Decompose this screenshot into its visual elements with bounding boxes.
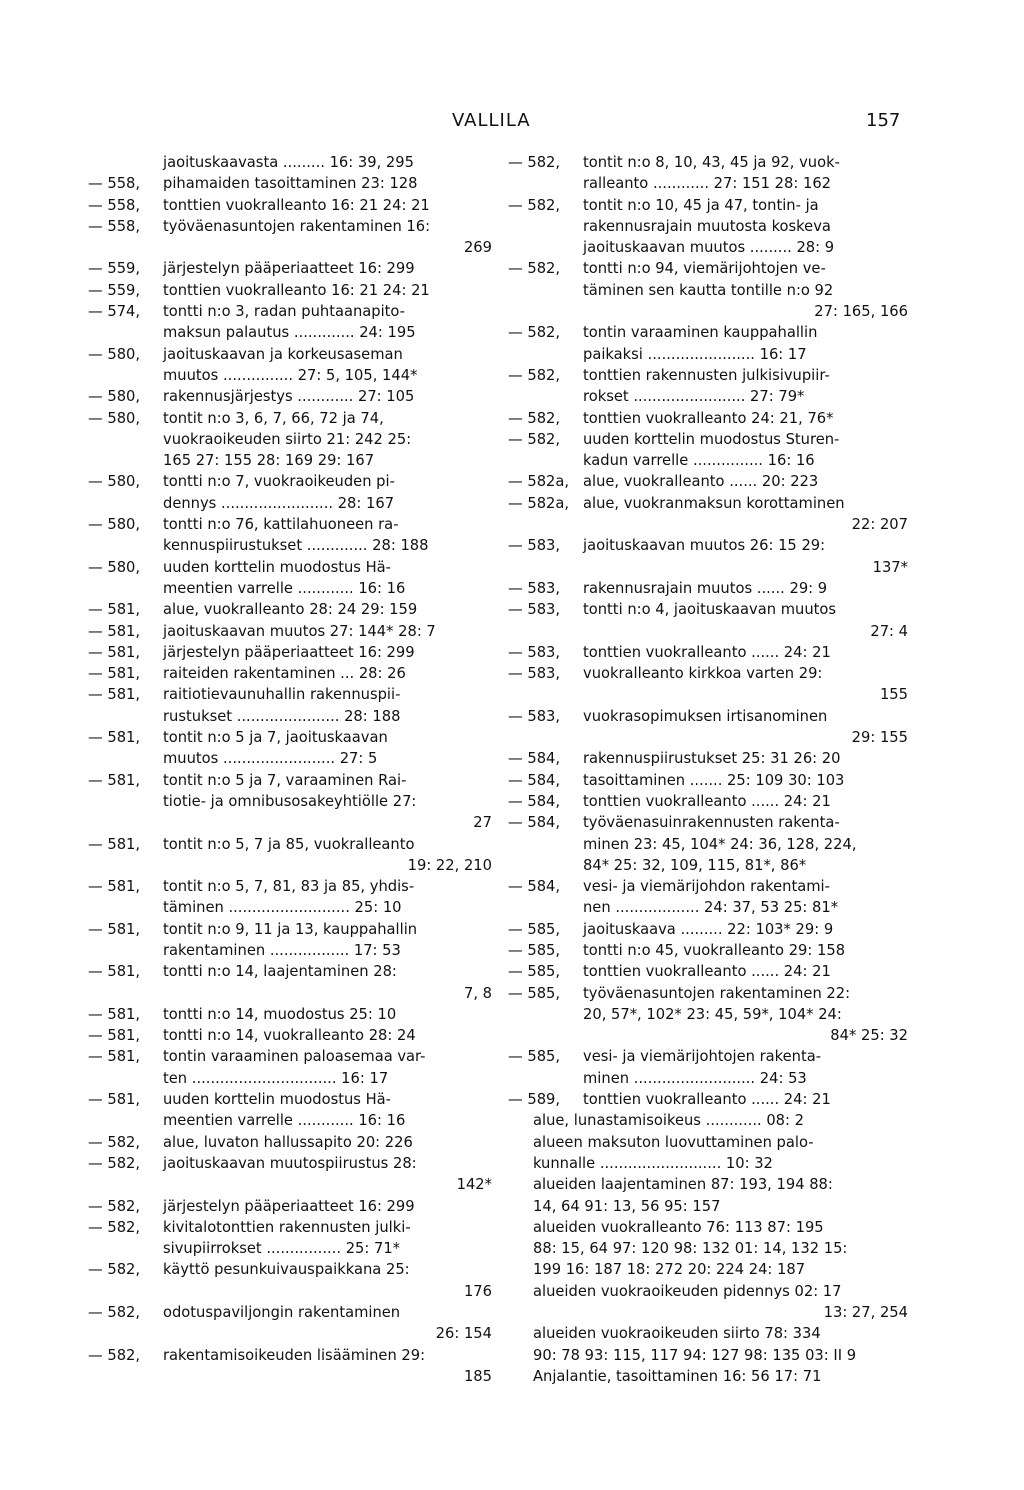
entry-line: 27 <box>473 814 492 832</box>
entry-block-number: — 581, <box>88 643 141 661</box>
entry-line: tontin varaaminen paloasemaa var- <box>163 1048 426 1066</box>
entry-line: tontit n:o 8, 10, 43, 45 ja 92, vuok- <box>583 154 840 171</box>
entry-line: 84* 25: 32 <box>830 1027 908 1045</box>
entry-line: tontit n:o 10, 45 ja 47, tontin- ja <box>583 196 819 214</box>
entry-line: alueiden vuokraoikeuden siirto 78: 334 <box>533 1325 821 1343</box>
entry-line: odotuspaviljongin rakentaminen <box>163 1304 401 1322</box>
entry-line: työväenasuntojen rakentaminen 22: <box>583 984 851 1002</box>
entry-line: rokset ........................ 27: 79* <box>583 388 805 406</box>
entry-line: jaoituskaavan muutos 26: 15 29: <box>583 537 826 555</box>
entry-line: tonttien vuokralleanto 16: 21 24: 21 <box>163 281 430 299</box>
entry-line: meentien varrelle ............ 16: 16 <box>163 579 406 597</box>
index-entry <box>88 919 492 962</box>
entry-line: alue, lunastamisoikeus ............ 08: 2 <box>533 1112 804 1130</box>
entry-line: vesi- ja viemärijohdon rakentami- <box>583 878 830 896</box>
entry-block-number: — 581, <box>88 1027 141 1045</box>
entry-block-number: — 580, <box>88 388 141 406</box>
page-header <box>0 110 1024 140</box>
index-entry <box>88 344 492 387</box>
entry-line: tontti n:o 14, muodostus 25: 10 <box>163 1005 397 1023</box>
entry-line: maksun palautus ............. 24: 195 <box>163 324 416 342</box>
entry-block-number: — 589, <box>508 1091 561 1109</box>
entry-block-number: — 574, <box>88 303 141 321</box>
entry-block-number: — 585, <box>508 941 561 959</box>
index-entry <box>508 599 908 642</box>
entry-line: jaoituskaava ......... 22: 103* 29: 9 <box>583 920 834 938</box>
entry-block-number: — 584, <box>508 771 561 789</box>
index-entry <box>508 1366 908 1387</box>
index-entry <box>508 961 908 982</box>
index-entry <box>88 1046 492 1089</box>
entry-block-number: — 580, <box>88 345 141 363</box>
entry-block-number: — 585, <box>508 920 561 938</box>
entry-block-number: — 581, <box>88 878 141 896</box>
index-entry <box>88 258 492 279</box>
index-entry <box>88 621 492 642</box>
entry-line: minen .......................... 24: 53 <box>583 1069 807 1087</box>
index-entry <box>508 812 908 876</box>
entry-block-number: — 558, <box>88 175 141 193</box>
entry-line: alue, luvaton hallussapito 20: 226 <box>163 1133 413 1151</box>
entry-block-number: — 582, <box>508 366 561 384</box>
entry-block-number: — 582, <box>508 154 561 171</box>
entry-line: tonttien vuokralleanto ...... 24: 21 <box>583 1091 831 1109</box>
entry-block-number: — 582a, <box>508 494 570 512</box>
index-entry <box>88 1089 492 1132</box>
entry-line: alueiden laajentaminen 87: 193, 194 88: <box>533 1176 833 1194</box>
index-entry <box>88 599 492 620</box>
entry-block-number: — 583, <box>508 579 561 597</box>
entry-line: 185 <box>463 1367 492 1385</box>
entry-block-number: — 582, <box>88 1154 141 1172</box>
entry-line: paikaksi ....................... 16: 17 <box>583 345 807 363</box>
entry-block-number: — 581, <box>88 1091 141 1109</box>
index-entry <box>508 1174 908 1217</box>
index-entry <box>88 1302 492 1345</box>
index-entry <box>508 1046 908 1089</box>
entry-line: järjestelyn pääperiaatteet 16: 299 <box>163 1197 415 1215</box>
entry-line: 88: 15, 64 97: 120 98: 132 01: 14, 132 15: <box>533 1240 848 1258</box>
index-entry <box>88 1025 492 1046</box>
entry-line: järjestelyn pääperiaatteet 16: 299 <box>163 643 415 661</box>
entry-block-number: — 584, <box>508 792 561 810</box>
index-entry <box>508 195 908 259</box>
entry-line: kunnalle .......................... 10: 32 <box>533 1154 773 1172</box>
index-entry <box>88 642 492 663</box>
entry-line: alueiden vuokralleanto 76: 113 87: 195 <box>533 1218 824 1236</box>
index-entry <box>88 1004 492 1025</box>
right-index-column <box>508 152 908 1387</box>
entry-line: työväenasuntojen rakentaminen 16: <box>163 217 431 235</box>
entry-line: tiotie- ja omnibusosakeyhtiölle 27: <box>163 792 417 810</box>
left-index-column <box>88 152 492 1387</box>
entry-block-number: — 581, <box>88 665 141 683</box>
entry-line: tontti n:o 76, kattilahuoneen ra- <box>163 516 399 534</box>
entry-line: tontti n:o 7, vuokraoikeuden pi- <box>163 473 395 491</box>
entry-line: 20, 57*, 102* 23: 45, 59*, 104* 24: <box>583 1005 842 1023</box>
index-entry <box>508 1110 908 1131</box>
entry-line: tonttien vuokralleanto 16: 21 24: 21 <box>163 196 430 214</box>
entry-line: rakennusrajain muutosta koskeva <box>583 217 831 235</box>
index-entry <box>508 1132 908 1175</box>
index-entry <box>508 983 908 1047</box>
entry-block-number: — 581, <box>88 771 141 789</box>
entry-line: raitiotievaunuhallin rakennuspii- <box>163 686 401 704</box>
entry-block-number: — 581, <box>88 622 141 640</box>
index-entry <box>88 173 492 194</box>
entry-line: tontti n:o 14, laajentaminen 28: <box>163 963 397 981</box>
entry-line: rakennuspiirustukset 25: 31 26: 20 <box>583 750 841 768</box>
entry-line: tonttien rakennusten julkisivupiir- <box>583 366 830 384</box>
entry-line: tonttien vuokralleanto ...... 24: 21 <box>583 643 831 661</box>
entry-line: täminen sen kautta tontille n:o 92 <box>583 281 834 299</box>
entry-block-number: — 581, <box>88 686 141 704</box>
entry-line: muutos ............... 27: 5, 105, 144* <box>163 366 418 384</box>
index-entry <box>508 365 908 408</box>
entry-line: alue, vuokralleanto ...... 20: 223 <box>583 473 819 491</box>
entry-block-number: — 582, <box>88 1133 141 1151</box>
entry-line: 13: 27, 254 <box>823 1304 908 1322</box>
entry-line: alueen maksuton luovuttaminen palo- <box>533 1133 814 1151</box>
entry-line: 155 <box>879 686 908 704</box>
index-entry <box>508 1089 908 1110</box>
entry-line: ralleanto ............ 27: 151 28: 162 <box>583 175 832 193</box>
entry-block-number: — 582a, <box>508 473 570 491</box>
entry-line: järjestelyn pääperiaatteet 16: 299 <box>163 260 415 278</box>
entry-line: 7, 8 <box>463 984 492 1002</box>
index-entry <box>508 535 908 578</box>
index-entry <box>88 471 492 514</box>
index-entry <box>88 557 492 600</box>
entry-line: tasoittaminen ....... 25: 109 30: 103 <box>583 771 845 789</box>
entry-block-number: — 581, <box>88 1005 141 1023</box>
entry-line: jaoituskaavan muutospiirustus 28: <box>163 1154 417 1172</box>
index-entry <box>88 1217 492 1260</box>
index-entry <box>88 514 492 557</box>
entry-line: uuden korttelin muodostus Hä- <box>163 1091 391 1109</box>
entry-line: rustukset ...................... 28: 188 <box>163 707 401 725</box>
entry-block-number: — 582, <box>508 260 561 278</box>
entry-block-number: — 583, <box>508 707 561 725</box>
entry-line: 22: 207 <box>851 516 908 534</box>
index-entry <box>88 727 492 770</box>
entry-block-number: — 581, <box>88 835 141 853</box>
index-entry <box>508 791 908 812</box>
index-entry <box>88 770 492 834</box>
entry-line: tontti n:o 45, vuokralleanto 29: 158 <box>583 941 846 959</box>
entry-line: 29: 155 <box>851 729 908 747</box>
entry-line: uuden korttelin muodostus Hä- <box>163 558 391 576</box>
entry-line: tonttien vuokralleanto 24: 21, 76* <box>583 409 834 427</box>
index-entry <box>508 706 908 749</box>
entry-block-number: — 581, <box>88 1048 141 1066</box>
index-entry <box>88 216 492 259</box>
entry-block-number: — 585, <box>508 1048 561 1066</box>
index-entry <box>508 322 908 365</box>
index-entry <box>508 919 908 940</box>
entry-block-number: — 583, <box>508 601 561 619</box>
entry-line: jaoituskaavan muutos 27: 144* 28: 7 <box>163 622 436 640</box>
entry-line: 14, 64 91: 13, 56 95: 157 <box>533 1197 721 1215</box>
index-entry <box>508 748 908 769</box>
entry-line: tontti n:o 3, radan puhtaanapito- <box>163 303 405 321</box>
index-entry <box>508 876 908 919</box>
entry-line: 84* 25: 32, 109, 115, 81*, 86* <box>583 856 807 874</box>
index-entry <box>88 1196 492 1217</box>
index-entry <box>88 876 492 919</box>
entry-line: jaoituskaavan ja korkeusaseman <box>163 345 403 363</box>
entry-line: kivitalotonttien rakennusten julki- <box>163 1218 411 1236</box>
entry-block-number: — 583, <box>508 643 561 661</box>
entry-line: tontit n:o 5 ja 7, varaaminen Rai- <box>163 771 407 789</box>
entry-line: vuokraoikeuden siirto 21: 242 25: <box>163 430 412 448</box>
page-number: 157 <box>866 110 901 131</box>
entry-block-number: — 582, <box>508 196 561 214</box>
index-entry <box>508 1323 908 1366</box>
entry-block-number: — 582, <box>88 1197 141 1215</box>
entry-line: tontit n:o 5, 7, 81, 83 ja 85, yhdis- <box>163 878 415 896</box>
entry-line: minen 23: 45, 104* 24: 36, 128, 224, <box>583 835 857 853</box>
entry-block-number: — 582, <box>508 409 561 427</box>
entry-line: 142* <box>456 1176 492 1194</box>
entry-line: uuden korttelin muodostus Sturen- <box>583 430 840 448</box>
entry-line: 90: 78 93: 115, 117 94: 127 98: 135 03: II 9 <box>533 1346 857 1364</box>
entry-line: 165 27: 155 28: 169 29: 167 <box>163 452 375 470</box>
index-entry <box>88 301 492 344</box>
entry-line: 19: 22, 210 <box>407 856 492 874</box>
entry-line: käyttö pesunkuivauspaikkana 25: <box>163 1261 410 1279</box>
entry-line: Anjalantie, tasoittaminen 16: 56 17: 71 <box>533 1367 822 1385</box>
entry-block-number: — 584, <box>508 878 561 896</box>
entry-block-number: — 582, <box>88 1261 141 1279</box>
entry-line: alue, vuokralleanto 28: 24 29: 159 <box>163 601 418 619</box>
index-entry <box>508 1281 908 1324</box>
entry-line: pihamaiden tasoittaminen 23: 128 <box>163 175 418 193</box>
index-entry <box>88 1153 492 1196</box>
entry-line: tontti n:o 4, jaoituskaavan muutos <box>583 601 837 619</box>
entry-line: muutos ........................ 27: 5 <box>163 750 378 768</box>
entry-line: tontti n:o 94, viemärijohtojen ve- <box>583 260 826 278</box>
entry-block-number: — 558, <box>88 196 141 214</box>
index-entry <box>88 684 492 727</box>
index-entry <box>508 578 908 599</box>
index-entry <box>508 152 908 195</box>
entry-line: 27: 165, 166 <box>814 303 908 321</box>
entry-block-number: — 582, <box>88 1346 141 1364</box>
entry-line: rakennusrajain muutos ...... 29: 9 <box>583 579 828 597</box>
index-entry <box>88 1345 492 1388</box>
index-entry <box>508 663 908 706</box>
entry-line: 137* <box>872 558 908 576</box>
entry-block-number: — 582, <box>88 1304 141 1322</box>
entry-line: tontti n:o 14, vuokralleanto 28: 24 <box>163 1027 416 1045</box>
index-entry <box>88 408 492 472</box>
entry-line: ten ............................... 16: 17 <box>163 1069 389 1087</box>
index-entry <box>508 642 908 663</box>
index-entry <box>88 961 492 1004</box>
entry-line: tontit n:o 3, 6, 7, 66, 72 ja 74, <box>163 409 384 427</box>
entry-block-number: — 582, <box>508 430 561 448</box>
entry-line: rakentamisoikeuden lisääminen 29: <box>163 1346 426 1364</box>
index-entry <box>508 258 908 322</box>
entry-line: kadun varrelle ............... 16: 16 <box>583 452 815 470</box>
entry-line: 176 <box>463 1282 492 1300</box>
entry-line: rakentaminen ................. 17: 53 <box>163 941 401 959</box>
index-entry <box>508 1217 908 1281</box>
index-entry <box>88 195 492 216</box>
entry-line: vesi- ja viemärijohtojen rakenta- <box>583 1048 822 1066</box>
index-entry <box>508 471 908 492</box>
entry-block-number: — 585, <box>508 963 561 981</box>
entry-block-number: — 584, <box>508 750 561 768</box>
entry-block-number: — 580, <box>88 409 141 427</box>
entry-line: vuokrasopimuksen irtisanominen <box>583 707 828 725</box>
entry-block-number: — 582, <box>88 1218 141 1236</box>
entry-line: meentien varrelle ............ 16: 16 <box>163 1112 406 1130</box>
entry-block-number: — 585, <box>508 984 561 1002</box>
entry-line: sivupiirrokset ................ 25: 71* <box>163 1240 401 1258</box>
entry-line: dennys ........................ 28: 167 <box>163 494 395 512</box>
entry-line: 269 <box>463 239 492 257</box>
entry-block-number: — 581, <box>88 729 141 747</box>
index-entry <box>88 280 492 301</box>
entry-line: työväenasuinrakennusten rakenta- <box>583 814 840 832</box>
entry-block-number: — 558, <box>88 217 141 235</box>
index-entry <box>88 1259 492 1302</box>
entry-line: tontit n:o 9, 11 ja 13, kauppahallin <box>163 920 418 938</box>
entry-line: tontin varaaminen kauppahallin <box>583 324 818 342</box>
index-entry <box>88 386 492 407</box>
entry-block-number: — 581, <box>88 601 141 619</box>
entry-line: vuokralleanto kirkkoa varten 29: <box>583 665 823 683</box>
index-entry <box>88 663 492 684</box>
index-entry <box>508 940 908 961</box>
entry-line: 26: 154 <box>435 1325 492 1343</box>
entry-line: alue, vuokranmaksun korottaminen <box>583 494 845 512</box>
entry-line: tonttien vuokralleanto ...... 24: 21 <box>583 963 831 981</box>
index-entry <box>508 429 908 472</box>
entry-line: raiteiden rakentaminen ... 28: 26 <box>163 665 406 683</box>
entry-line: kennuspiirustukset ............. 28: 188 <box>163 537 429 555</box>
entry-line: jaoituskaavan muutos ......... 28: 9 <box>583 239 835 257</box>
entry-block-number: — 582, <box>508 324 561 342</box>
entry-block-number: — 581, <box>88 963 141 981</box>
entry-block-number: — 584, <box>508 814 561 832</box>
entry-line: jaoituskaavasta ......... 16: 39, 295 <box>163 154 414 171</box>
entry-line: 27: 4 <box>870 622 908 640</box>
index-entry <box>508 408 908 429</box>
entry-line: tonttien vuokralleanto ...... 24: 21 <box>583 792 831 810</box>
entry-block-number: — 580, <box>88 558 141 576</box>
index-entry <box>508 493 908 536</box>
entry-block-number: — 580, <box>88 473 141 491</box>
entry-line: nen .................. 24: 37, 53 25: 81* <box>583 899 839 917</box>
entry-block-number: — 581, <box>88 920 141 938</box>
index-entry <box>88 152 492 173</box>
index-entry <box>508 770 908 791</box>
entry-block-number: — 583, <box>508 537 561 555</box>
entry-line: 199 16: 187 18: 272 20: 224 24: 187 <box>533 1261 806 1279</box>
entry-line: tontit n:o 5 ja 7, jaoituskaavan <box>163 729 388 747</box>
entry-block-number: — 559, <box>88 260 141 278</box>
entry-line: alueiden vuokraoikeuden pidennys 02: 17 <box>533 1282 842 1300</box>
index-entry <box>88 834 492 877</box>
entry-block-number: — 580, <box>88 516 141 534</box>
running-title: VALLILA <box>452 110 531 131</box>
entry-line: tontit n:o 5, 7 ja 85, vuokralleanto <box>163 835 415 853</box>
entry-block-number: — 583, <box>508 665 561 683</box>
index-entry <box>88 1132 492 1153</box>
entry-line: täminen .......................... 25: 10 <box>163 899 402 917</box>
entry-block-number: — 559, <box>88 281 141 299</box>
entry-line: rakennusjärjestys ............ 27: 105 <box>163 388 415 406</box>
